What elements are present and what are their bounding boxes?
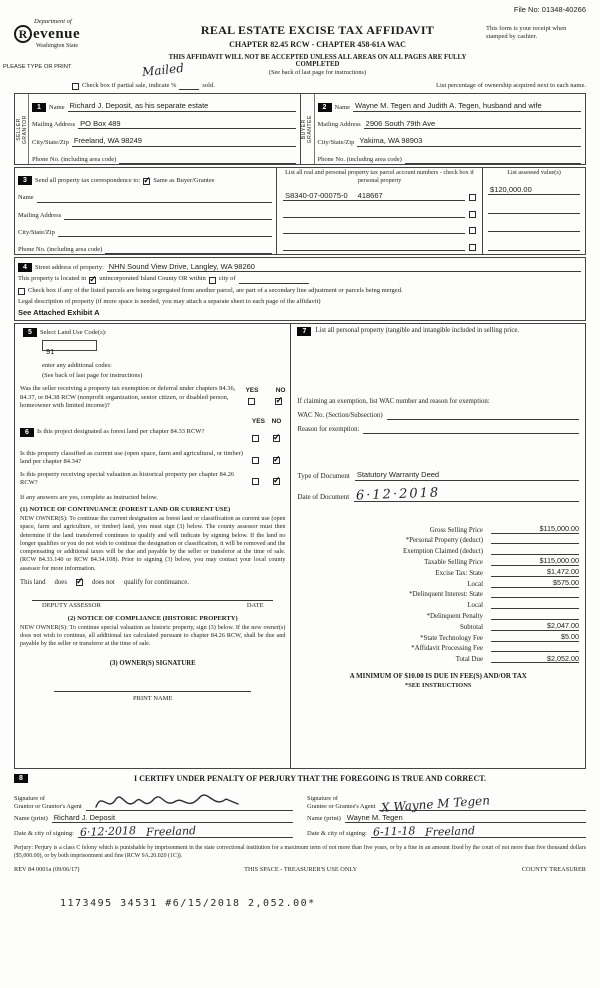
doc-date-field[interactable]	[354, 485, 579, 504]
street-address-field[interactable]	[107, 263, 581, 272]
section-2-badge: 2	[318, 103, 332, 112]
buyer-phone-field[interactable]	[405, 155, 581, 164]
logo-r-letter: R	[18, 26, 28, 41]
reason-exemption-label: Reason for exemption:	[297, 426, 360, 433]
street-address-label: Street address of property:	[35, 264, 104, 272]
fin-value[interactable]	[491, 643, 579, 653]
form-title: REAL ESTATE EXCISE TAX AFFIDAVIT	[200, 23, 435, 37]
parcel-personal-checkbox-4[interactable]	[469, 244, 476, 251]
sold-label: sold.	[202, 82, 215, 89]
fin-value[interactable]: $115,000.00	[491, 556, 579, 566]
seller-side-label	[15, 94, 29, 164]
correspondence-parcel-section	[14, 167, 586, 255]
section-3-badge: 3	[18, 176, 32, 185]
question-forest-land	[20, 428, 285, 446]
fin-value[interactable]	[491, 610, 579, 620]
parties-section	[14, 93, 586, 165]
same-as-buyer-label: Same as Buyer/Grantee	[153, 177, 215, 185]
fin-value[interactable]	[491, 546, 579, 556]
logo-revenue-text: evenue	[33, 25, 81, 42]
fin-row	[297, 631, 579, 642]
q1-no-checkbox[interactable]	[273, 435, 280, 442]
assessed-field-4[interactable]	[488, 242, 580, 251]
land-use-code-field[interactable]	[42, 340, 97, 356]
grantee-city-value: Freeland	[425, 824, 476, 840]
doc-type-field[interactable]	[355, 471, 579, 480]
fin-label: *Affidavit Processing Fee	[411, 645, 483, 653]
revenue-logo-icon	[14, 25, 32, 43]
fin-row	[297, 544, 579, 555]
unincorporated-checkbox[interactable]	[89, 277, 96, 284]
question-current-use	[20, 450, 285, 468]
form-subtitle: CHAPTER 82.45 RCW - CHAPTER 458-61A WAC	[229, 40, 406, 49]
grantor-name-value: Richard J. Deposit	[53, 813, 116, 822]
s5-no-label: NO	[275, 387, 286, 395]
notice2-title: (2) NOTICE OF COMPLIANCE (HISTORIC PROPERTY)	[67, 614, 238, 622]
grantor-city-value: Freeland	[145, 824, 197, 840]
fin-label: *Delinquent Penalty	[426, 612, 483, 620]
land-post-label: qualify for continuance.	[123, 578, 189, 586]
buyer-name-label: Name	[334, 103, 351, 111]
parcel-header: List all real and personal property tax parcel account numbers - check box if personal property	[285, 169, 474, 184]
section-7-badge: 7	[297, 327, 311, 336]
fin-label: Subtotal	[460, 623, 483, 631]
grantor-signature	[92, 789, 242, 815]
parcel-numbers-box	[277, 167, 483, 255]
corr-phone-label: Phone No. (including area code)	[18, 246, 103, 254]
land-use-code-value: 91	[46, 347, 55, 356]
seller-csz-label: City/State/Zip	[32, 138, 69, 146]
footer-row	[14, 866, 586, 873]
continuance-checkbox[interactable]	[76, 579, 83, 586]
buyer-side-word1: BUYER	[301, 119, 307, 140]
dor-logo	[3, 18, 149, 70]
fin-row	[297, 620, 579, 631]
notice1-title: (1) NOTICE OF CONTINUANCE (FOREST LAND OR CURRENT USE)	[20, 506, 231, 514]
assessed-value: $120,000.00	[490, 184, 532, 194]
street-address-value: NHN Sound View Drive, Langley, WA 98260	[108, 262, 255, 272]
fin-row	[297, 588, 579, 599]
print-name-field[interactable]	[54, 691, 251, 692]
buyer-name-value: Wayne M. Tegen and Judith A. Tegen, husband and wife	[355, 101, 542, 111]
segregated-checkbox[interactable]	[18, 288, 25, 295]
property-location-section	[14, 257, 586, 321]
section-4-badge: 4	[18, 263, 32, 272]
doc-type-label: Type of Document	[297, 471, 350, 480]
assessed-field-2[interactable]	[488, 205, 580, 214]
buyer-section	[301, 94, 586, 164]
legal-description-value: See Attached Exhibit A	[18, 307, 100, 317]
q2-text: Is this property classified as current use (open space, farm and agricultural, or timber) land per chapter 84.34?	[20, 449, 243, 465]
grantor-date-field[interactable]	[78, 826, 293, 838]
wac-number-label: WAC No. (Section/Subsection)	[297, 412, 383, 419]
fin-row	[297, 652, 579, 663]
signature-area	[14, 787, 586, 815]
grantor-signature-label	[14, 795, 82, 811]
reason-exemption-field[interactable]	[363, 425, 579, 434]
warning-text: THIS AFFIDAVIT WILL NOT BE ACCEPTED UNLESS ALL AREAS ON ALL PAGES ARE FULLY COMPLETED	[168, 54, 467, 68]
unincorporated-label: unincorporated Island County OR within	[99, 275, 206, 283]
seller-side-word1: SELLER	[15, 117, 22, 141]
fin-value[interactable]	[491, 600, 579, 610]
grantee-sig-label-2: Grantee or Grantee's Agent	[307, 802, 376, 810]
fin-row	[297, 609, 579, 620]
seller-name-field[interactable]	[68, 102, 296, 111]
parcel-personal-checkbox-3[interactable]	[469, 227, 476, 234]
s6-yes-no-header	[20, 418, 285, 425]
grantee-sig-label-1: Signature of	[307, 794, 338, 802]
section-1-badge: 1	[32, 103, 46, 112]
fin-label: Exemption Claimed (deduct)	[403, 548, 483, 556]
does-label: does	[54, 578, 67, 586]
if-yes-note: If any answers are yes, complete as instructed below.	[20, 494, 158, 502]
seller-phone-label: Phone No. (including area code)	[32, 156, 117, 163]
doc-type-value: Statutory Warranty Deed	[356, 470, 440, 480]
personal-property-label: List all personal property (tangible and intangible included in selling price.	[315, 327, 520, 334]
buyer-phone-label: Phone No. (including area code)	[317, 156, 402, 163]
grantee-name-field[interactable]	[345, 814, 586, 823]
q1-text: Is this project designated as forest land per chapter 84.33 RCW?	[37, 428, 205, 436]
fin-value[interactable]: $2,052.00	[491, 654, 579, 664]
parcel-field-1[interactable]	[283, 192, 465, 201]
grantee-date-field[interactable]	[371, 826, 586, 838]
corr-address-field[interactable]	[64, 211, 272, 220]
wac-number-field[interactable]	[387, 411, 579, 420]
city-name-field[interactable]	[239, 276, 309, 284]
fin-row	[297, 534, 579, 545]
date-city-row	[14, 826, 586, 838]
q1-yes-checkbox[interactable]	[252, 435, 259, 442]
assessed-value-box	[483, 167, 586, 255]
deputy-assessor-line[interactable]	[32, 600, 273, 610]
parcel-field-2[interactable]	[283, 209, 465, 218]
q3-yes-checkbox[interactable]	[252, 478, 259, 485]
parcel-number-value: S8340-07-00075-0	[285, 190, 348, 200]
corr-name-field[interactable]	[37, 194, 273, 203]
grantor-date-value: 6·12·2018	[79, 824, 137, 840]
certification-text: I CERTIFY UNDER PENALTY OF PERJURY THAT THE FOREGOING IS TRUE AND CORRECT.	[133, 774, 486, 783]
same-as-buyer-checkbox[interactable]	[143, 178, 150, 185]
s5-no-checkbox[interactable]	[275, 398, 282, 405]
name-print-row	[14, 814, 586, 823]
parcel-personal-checkbox-1[interactable]	[469, 194, 476, 201]
grantee-signature: X Wayne M Tegen	[381, 793, 491, 815]
grantor-signature-line[interactable]	[86, 787, 293, 811]
fin-row	[297, 523, 579, 534]
fin-label: Total Due	[455, 656, 483, 664]
parcel-field-3[interactable]	[283, 225, 465, 234]
buyer-side-label	[301, 94, 315, 164]
form-revision: REV 84 0001a (09/06/17)	[14, 865, 80, 873]
fin-label: Excise Tax: State	[435, 569, 483, 577]
does-not-label: does not	[91, 578, 115, 586]
grantor-name-field[interactable]	[52, 814, 293, 823]
see-back-note: (See back of last page for instructions)	[268, 69, 367, 76]
land-use-label: Select Land Use Code(s):	[40, 328, 107, 336]
additional-codes-label: enter any additional codes:	[42, 361, 112, 369]
q3-no-checkbox[interactable]	[273, 478, 280, 485]
corr-csz-label: City/State/Zip	[18, 228, 55, 236]
buyer-address-label: Mailing Address	[317, 121, 361, 128]
doc-date-label: Date of Document	[297, 492, 350, 501]
parcel-aux-value: 418667	[357, 190, 383, 200]
title-block	[149, 18, 486, 76]
seller-csz-value: Freeland, WA 98249	[73, 136, 142, 146]
seller-phone-field[interactable]	[119, 155, 295, 164]
date-label: DATE	[246, 601, 264, 609]
please-type-or-print: PLEASE TYPE OR PRINT	[3, 64, 72, 70]
deferral-question	[20, 385, 285, 410]
section-8-badge: 8	[14, 774, 28, 783]
see-instructions-note: *SEE INSTRUCTIONS	[404, 682, 472, 690]
s6-yes-label: YES	[251, 417, 265, 425]
question-historic	[20, 471, 285, 489]
send-correspondence-label: Send all property tax correspondence to:	[35, 177, 141, 185]
minimum-due-note: A MINIMUM OF $10.00 IS DUE IN FEE(S) AND/OR TAX	[349, 672, 527, 681]
corr-phone-field[interactable]	[105, 245, 272, 254]
grantor-signature-cell	[14, 787, 293, 811]
handwritten-mailed: Mailed	[141, 60, 185, 80]
fin-value[interactable]: $2,047.00	[491, 621, 579, 631]
fin-row	[297, 566, 579, 577]
q2-no-checkbox[interactable]	[273, 457, 280, 464]
s5-yes-label: YES	[245, 387, 259, 395]
seller-address-field[interactable]	[78, 120, 295, 129]
continuance-line	[20, 579, 285, 586]
buyer-side-word2: GRANTEE	[307, 114, 313, 144]
land-use-column	[15, 324, 291, 768]
grantee-signature-line[interactable]	[379, 787, 586, 815]
section-5-badge: 5	[23, 328, 37, 337]
seller-side-word2: GRANTOR	[21, 114, 28, 144]
seller-section	[15, 94, 301, 164]
middle-columns	[14, 323, 586, 769]
fin-row	[297, 577, 579, 588]
buyer-csz-value: Yakima, WA 98903	[359, 136, 423, 146]
financial-summary	[297, 523, 579, 663]
fin-label: *State Technology Fee	[420, 634, 483, 642]
seller-csz-field[interactable]	[72, 137, 296, 146]
grantee-name-label: Name (print)	[307, 815, 341, 823]
fin-row	[297, 598, 579, 609]
partial-sale-checkbox[interactable]	[72, 83, 79, 90]
notice1-body: NEW OWNER(S): To continue the current designation as forest land or classification as current use (open space, farm and agriculture, or timber) land, you must sign (3) below. The county assessor must then determine if the land transferred continues to qualify and will indicate by signing below. If the land no longer qualifies or you do not wish to continue the designation or classification, it will be removed and the compensating or additional taxes will be due and payable by the seller or transferor at the time of sale. (RCW 84.33.140 or RCW 84.34.108). Prior to signing (3) below, you may contact your local county assessor for more information.	[20, 515, 286, 572]
legal-description-label: Legal description of property (if more space is needed, you may attach a separate sheet to each page of the affidavit)	[18, 297, 321, 305]
assessed-header: List assessed value(s)	[507, 169, 561, 177]
doc-date-value: 6·12·2018	[355, 485, 441, 504]
fin-label: Gross Selling Price	[429, 526, 483, 534]
grantee-date-label: Date & city of signing:	[307, 830, 367, 838]
fin-value[interactable]	[491, 589, 579, 599]
fin-label: Taxable Selling Price	[424, 558, 483, 566]
corr-csz-field[interactable]	[58, 228, 272, 237]
header	[0, 0, 600, 76]
buyer-name-field[interactable]	[353, 102, 581, 111]
file-number: File No: 01348-40266	[513, 5, 586, 14]
certification-row	[14, 774, 586, 783]
partial-percent-field[interactable]	[179, 82, 199, 90]
buyer-csz-label: City/State/Zip	[317, 138, 355, 146]
tax-column	[291, 324, 585, 768]
located-pre-label: This property is located in	[18, 275, 87, 283]
seller-address-label: Mailing Address	[32, 121, 76, 128]
fin-row	[297, 555, 579, 566]
parcel-field-4[interactable]	[283, 242, 465, 251]
print-name-label: PRINT NAME	[133, 694, 173, 702]
grantor-date-label: Date & city of signing:	[14, 830, 74, 838]
seller-name-label: Name	[49, 103, 65, 111]
corr-address-label: Mailing Address	[18, 211, 62, 219]
s5-yes-checkbox[interactable]	[248, 398, 255, 405]
owners-signature-label: (3) OWNER(S) SIGNATURE	[109, 659, 196, 667]
land-pre-label: This land	[20, 578, 46, 586]
q2-yes-checkbox[interactable]	[252, 457, 259, 464]
fin-row	[297, 642, 579, 653]
grantor-sig-label-1: Signature of	[14, 794, 45, 802]
notice2-body: NEW OWNER(S): To continue special valuation as historic property, sign (3) below. If the new owner(s) does not wish to continue, all additional tax calculated pursuant to chapter 84.26 RCW, shall be due and payable by the seller or transferor at the time of sale.	[20, 623, 286, 648]
deferral-question-text: Was the seller receiving a property tax exemption or deferral under chapters 84.36, 84.37, or 84.38 RCW (nonprofit organization, senior citizen, or disabled person, homeowner with limited income)?	[20, 385, 236, 410]
buyer-csz-field[interactable]	[357, 137, 581, 146]
grantee-signature-label	[307, 795, 375, 811]
parcel-personal-checkbox-2[interactable]	[469, 211, 476, 218]
grantor-sig-label-2: Grantor or Grantor's Agent	[14, 802, 82, 810]
treasurer-space-label: THIS SPACE - TREASURER'S USE ONLY	[244, 865, 358, 873]
receipt-note: This form is your receipt when stamped by cashier.	[486, 25, 567, 41]
partial-sale-label: Check box if partial sale, indicate %	[82, 82, 177, 89]
county-treasurer-label: COUNTY TREASURER	[521, 865, 586, 873]
buyer-address-field[interactable]	[364, 120, 581, 129]
logo-state-text: Washington State	[36, 43, 79, 49]
grantee-date-value: 6-11-18	[372, 824, 416, 839]
logo-dept-text: Department of	[34, 18, 72, 25]
fin-value[interactable]	[491, 535, 579, 545]
grantor-name-label: Name (print)	[14, 815, 48, 823]
city-checkbox[interactable]	[209, 277, 216, 284]
seller-name-value: Richard J. Deposit, as his separate estate	[69, 101, 209, 111]
fin-value[interactable]: $575.00	[491, 578, 579, 588]
grantee-signature-cell	[307, 787, 586, 815]
treasurer-stamp: 1173495 34531 #6/15/2018 2,052.00*	[60, 898, 316, 909]
corr-name-label: Name	[18, 194, 34, 202]
fin-label: *Personal Property (deduct)	[405, 537, 483, 545]
see-back-label-s5: (See back of last page for instructions)	[42, 372, 143, 380]
deputy-assessor-label: DEPUTY ASSESSOR	[42, 601, 101, 609]
buyer-address-value: 2906 South 79th Ave	[365, 118, 436, 128]
seller-address-value: PO Box 489	[80, 118, 121, 128]
correspondence-box	[14, 167, 277, 255]
fin-value[interactable]: $115,000.00	[491, 524, 579, 534]
s6-no-label: NO	[271, 417, 282, 425]
segregated-label: Check box if any of the listed parcels are being segregated from another parcel, are part of a secondary line adjustment or parcels being merged.	[28, 286, 403, 294]
assessed-field-3[interactable]	[488, 223, 580, 232]
fin-value[interactable]: $1,472.00	[491, 567, 579, 577]
fin-value[interactable]: $5.00	[491, 632, 579, 642]
section-6-badge: 6	[20, 428, 34, 437]
fin-label: Local	[467, 602, 483, 610]
assessed-field-1[interactable]	[488, 186, 580, 195]
city-of-label: city of	[218, 275, 236, 283]
ownership-note: List percentage of ownership acquired next to each name.	[436, 82, 586, 89]
perjury-statement: Perjury: Perjury is a class C felony which is punishable by imprisonment in the state correctional institution for a maximum term of not more than five years, or by a fine in an amount fixed by the court of not more than five thousand dollars ($5,000.00), or by both imprisonment and fine (RCW 9A.20.020 (1C)).	[14, 845, 586, 859]
fin-label: *Delinquent Interest: State	[409, 591, 483, 599]
grantee-name-value: Wayne M. Tegen	[346, 813, 403, 822]
exemption-label: If claiming an exemption, list WAC number and reason for exemption:	[297, 398, 490, 405]
fin-label: Local	[467, 580, 483, 588]
q3-text: Is this property receiving special valuation as historical property per chapter 84.26 RCW?	[20, 471, 235, 487]
